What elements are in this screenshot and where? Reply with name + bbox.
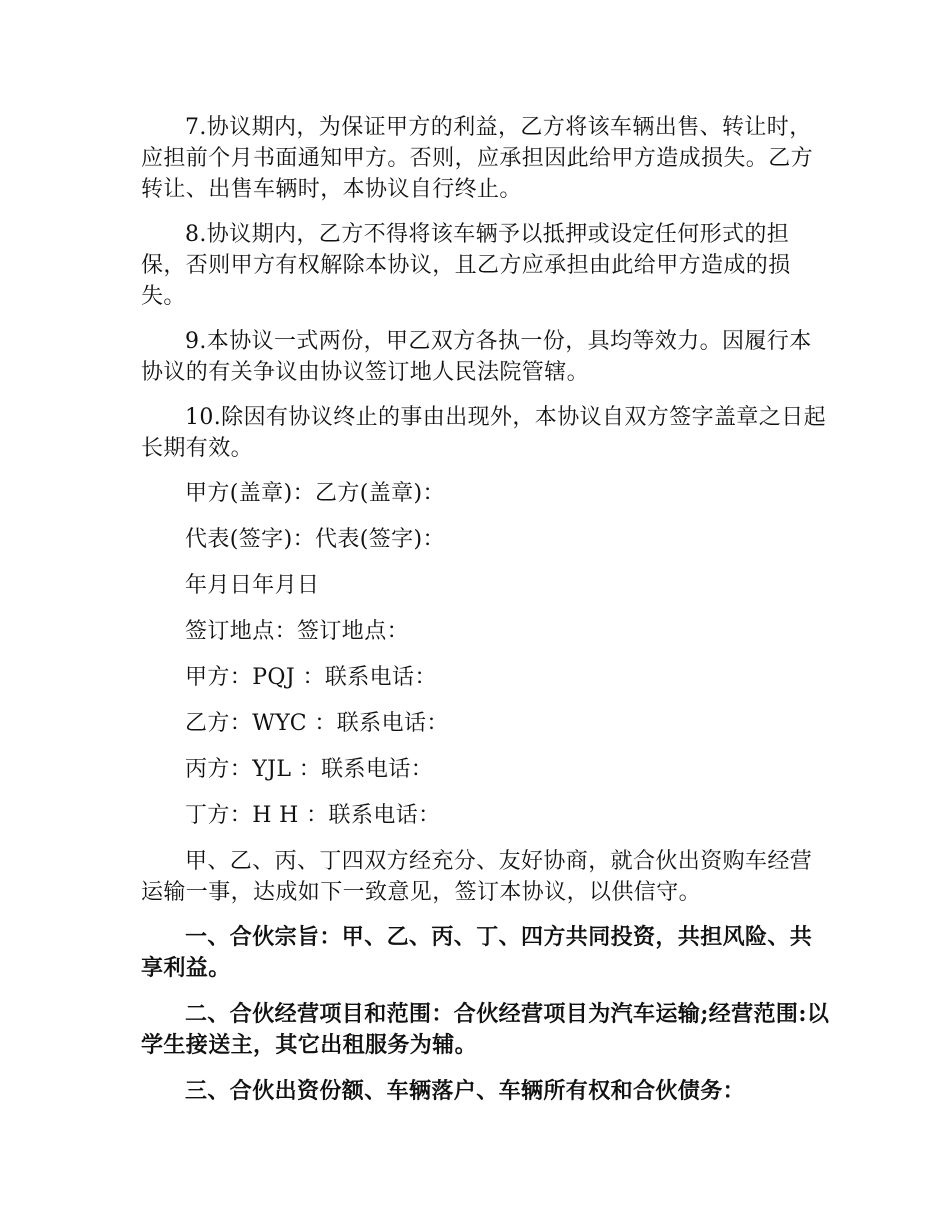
section-2-heading: 二、合伙经营项目和范围：合伙经营项目为汽车运输;经营范围:以学生接送主，其它出租服务为辅。: [141, 1001, 830, 1058]
seal-line: 甲方(盖章)：乙方(盖章)：: [185, 481, 445, 506]
clause-7: 7.协议期内，为保证甲方的利益，乙方将该车辆出售、转让时，应担前个月书面通知甲方。否则，应承担因此给甲方造成损失。乙方转让、出售车辆时，本协议自行终止。: [141, 115, 814, 202]
section-1-heading: 一、合伙宗旨：甲、乙、丙、丁、四方共同投资，共担风险、共享利益。: [141, 924, 813, 981]
party-a-line: 甲方：PQJ ：联系电话：: [185, 665, 437, 690]
party-d-line: 丁方：H H ：联系电话：: [185, 803, 441, 828]
intro-paragraph: 甲、乙、丙、丁四双方经充分、友好协商，就合伙出资购车经营运输一事，达成如下一致意见，签订本协议，以供信守。: [141, 849, 813, 905]
party-c-line: 丙方：YJL ：联系电话：: [185, 757, 434, 782]
date-line: 年月日年月日: [185, 573, 320, 598]
signing-place-line: 签订地点：签订地点：: [185, 619, 410, 644]
party-b-line: 乙方：WYC ：联系电话：: [185, 711, 449, 736]
clause-10: 10.除因有协议终止的事由出现外，本协议自双方签字盖章之日起长期有效。: [141, 405, 826, 461]
clause-9: 9.本协议一式两份，甲乙双方各执一份，具均等效力。因履行本协议的有关争议由协议签订地人民法院管辖。: [141, 329, 812, 385]
representative-line: 代表(签字)：代表(签字)：: [185, 527, 445, 552]
section-3-heading: 三、合伙出资份额、车辆落户、车辆所有权和合伙债务：: [185, 1078, 746, 1104]
clause-8: 8.协议期内，乙方不得将该车辆予以抵押或设定任何形式的担保，否则甲方有权解除本协议，且乙方应承担由此给甲方造成的损失。: [141, 222, 791, 309]
document-page: [141, 112, 831, 1122]
